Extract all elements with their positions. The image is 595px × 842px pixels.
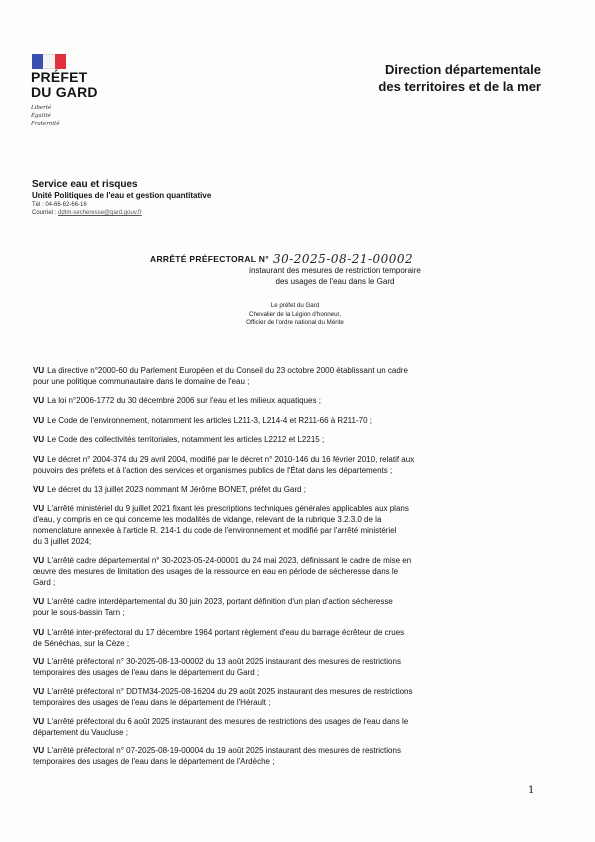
prefecture-logo-title [31, 70, 98, 100]
vu-item-line [33, 638, 545, 649]
vu-text: temporaires des usages de l'eau dans le département du Gard ; [33, 668, 260, 677]
vu-keyword: VU [33, 556, 45, 565]
signatory-line3: Officier de l'ordre national du Mérite [246, 319, 344, 326]
vu-item-line [33, 716, 545, 727]
vu-item-line [33, 415, 545, 426]
arrete-subtitle-line1: instaurant des mesures de restriction temporaire [249, 266, 421, 275]
vu-item-line [33, 514, 545, 525]
vu-text: L'arrêté préfectoral n° 07-2025-08-19-00004 du 19 août 2025 instaurant des mesures de restrictions [47, 746, 401, 755]
vu-item [33, 686, 545, 708]
vu-text: temporaires des usages de l'eau dans le département de l'Hérault ; [33, 698, 271, 707]
arrete-title: ARRÊTÉ PRÉFECTORAL N° [150, 253, 269, 264]
arrete-subtitle [150, 265, 520, 287]
vu-item-line [33, 484, 545, 495]
arrete-subtitle-line2: des usages de l'eau dans le Gard [275, 277, 395, 286]
vu-item-line [33, 566, 545, 577]
motto-egalite: Égalité [31, 113, 51, 119]
vu-item-line [33, 365, 545, 376]
vu-keyword: VU [33, 435, 45, 444]
vu-keyword: VU [33, 366, 45, 375]
vu-keyword: VU [33, 485, 45, 494]
vu-text: L'arrêté cadre interdépartemental du 30 juin 2023, portant définition d'un plan d'action sécheresse [47, 597, 393, 606]
vu-text: nomenclature annexée à l'article R. 214-1 du code de l'environnement et modifié par l'arrêté ministériel [33, 526, 397, 535]
direction-line1: Direction départementale [384, 62, 541, 77]
vu-text: L'arrêté préfectoral n° 30-2025-08-13-00002 du 13 août 2025 instaurant des mesures de restrictions [47, 657, 401, 666]
republic-motto [31, 104, 60, 128]
vu-item-line [33, 727, 545, 738]
vu-item [33, 596, 545, 618]
service-block [32, 179, 332, 217]
vu-text: de Sénéchas, sur la Cèze ; [33, 639, 130, 648]
vu-item-line [33, 656, 545, 667]
direction-line2: des territoires et de la mer [378, 79, 541, 94]
vu-item-line [33, 525, 545, 536]
vu-item-line [33, 434, 545, 445]
vu-text: pour le sous-bassin Tarn ; [33, 608, 125, 617]
vu-item-line [33, 503, 545, 514]
vu-item [33, 484, 545, 495]
motto-fraternite: Fraternité [31, 121, 60, 127]
vu-item-line [33, 577, 545, 588]
direction-heading [378, 61, 541, 95]
signatory-line2: Chevalier de la Légion d'honneur, [249, 310, 341, 318]
vu-item [33, 627, 545, 649]
service-email [32, 209, 332, 217]
vu-text: temporaires des usages de l'eau dans le département de l'Ardèche ; [33, 757, 275, 766]
motto-liberte: Liberté [31, 105, 52, 111]
vu-keyword: VU [33, 504, 45, 513]
marianne-flag-icon [32, 54, 66, 69]
vu-item-line [33, 454, 545, 465]
vu-text: La loi n°2006-1772 du 30 décembre 2006 sur l'eau et les milieux aquatiques ; [47, 396, 321, 405]
vu-item [33, 555, 545, 588]
vu-item [33, 503, 545, 547]
vu-keyword: VU [33, 746, 45, 755]
vu-item-line [33, 465, 545, 476]
vu-item-line [33, 536, 545, 547]
vu-item [33, 434, 545, 445]
vu-item [33, 415, 545, 426]
vu-keyword: VU [33, 717, 45, 726]
vu-text: L'arrêté cadre départemental n° 30-2023-05-24-00001 du 24 mai 2023, définissant le cadre de mise en [47, 556, 412, 565]
vu-item-line [33, 596, 545, 607]
vu-keyword: VU [33, 455, 45, 464]
vu-item-line [33, 667, 545, 678]
vu-item-line [33, 697, 545, 708]
vu-item-line [33, 627, 545, 638]
vu-item-line [33, 745, 545, 756]
vu-text: L'arrêté inter-préfectoral du 17 décembre 1964 portant règlement d'eau du barrage écrêteur de crues [47, 628, 405, 637]
vu-keyword: VU [33, 687, 45, 696]
vu-keyword: VU [33, 416, 45, 425]
vu-item-line [33, 555, 545, 566]
vu-keyword: VU [33, 396, 45, 405]
service-phone: Tél : 04-66-62-66-16 [32, 202, 87, 208]
vu-text: La directive n°2000-60 du Parlement Européen et du Conseil du 23 octobre 2000 établissant un cadre [47, 366, 408, 375]
vu-item-line [33, 395, 545, 406]
vu-text: L'arrêté préfectoral du 6 août 2025 instaurant des mesures de restrictions des usages de l'eau dans le [47, 717, 409, 726]
vu-item [33, 716, 545, 738]
vu-item [33, 395, 545, 406]
vu-text: L'arrêté préfectoral n° DDTM34-2025-08-16204 du 29 août 2025 instaurant des mesures de restrictions [47, 687, 413, 696]
logo-title-line2: DU GARD [31, 84, 98, 100]
vu-keyword: VU [33, 657, 45, 666]
logo-title-line1: PRÉFET [31, 69, 88, 85]
vu-text: œuvre des mesures de limitation des usages de la ressource en eau en période de sécheresse dans le [33, 567, 399, 576]
service-name: Service eau et risques [32, 179, 138, 190]
vu-text: pour une politique communautaire dans le domaine de l'eau ; [33, 377, 250, 386]
vu-text: département du Vaucluse ; [33, 728, 129, 737]
vu-item-line [33, 607, 545, 618]
service-unit: Unité Politiques de l'eau et gestion quantitative [32, 191, 212, 200]
vu-text: Le décret n° 2004-374 du 29 avril 2004, modifié par le décret n° 2010-146 du 16 février 2010, relatif aux [47, 455, 415, 464]
vu-text: pouvoirs des préfets et à l'action des services et organismes publics de l'État dans les départements ; [33, 466, 393, 475]
vu-text: Le Code de l'environnement, notamment les articles L211-3, L214-4 et R211-66 à R211-70 ; [47, 416, 372, 425]
page-number: 1 [528, 785, 535, 796]
vu-keyword: VU [33, 628, 45, 637]
vu-item-line [33, 756, 545, 767]
vu-item [33, 745, 545, 767]
vu-text: Gard ; [33, 578, 56, 587]
vu-keyword: VU [33, 597, 45, 606]
vu-text: Le décret du 13 juillet 2023 nommant M Jérôme BONET, préfet du Gard ; [47, 485, 306, 494]
vu-item [33, 365, 545, 387]
arrete-heading [150, 250, 550, 286]
vu-text: d'eau, y compris en ce qui concerne les modalités de vidange, relevant de la rubrique 3.2.3.0 de la [33, 515, 382, 524]
email-label: Courriel : [32, 210, 59, 216]
vu-text: Le Code des collectivités territoriales, notamment les articles L2212 et L2215 ; [47, 435, 325, 444]
vu-item-line [33, 686, 545, 697]
vu-text: L'arrêté ministériel du 9 juillet 2021 fixant les prescriptions techniques générales applicables aux plans [47, 504, 409, 513]
vu-item-line [33, 376, 545, 387]
signatory-line1: Le préfet du Gard [270, 302, 320, 309]
email-link[interactable]: ddtm-secheresse@gard.gouv.fr [58, 210, 142, 216]
vu-text: du 3 juillet 2024; [33, 537, 92, 546]
signatory-block [205, 302, 385, 328]
arrete-number-handwritten: 30-2025-08-21-00002 [272, 251, 414, 266]
vu-item [33, 656, 545, 678]
vu-item [33, 454, 545, 476]
